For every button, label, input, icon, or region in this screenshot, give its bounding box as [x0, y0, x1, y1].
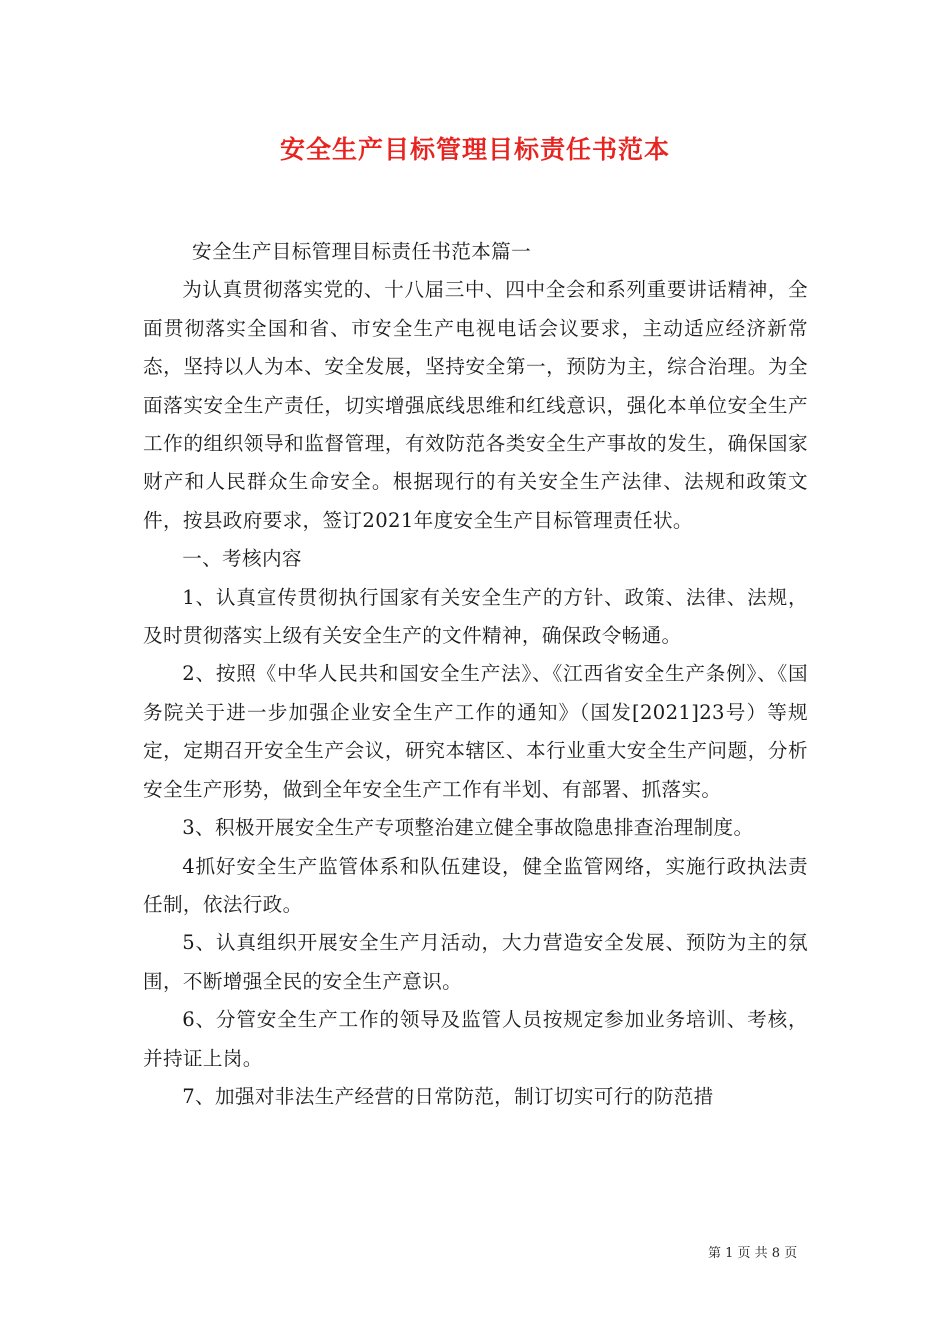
paragraph-intro: 为认真贯彻落实党的、十八届三中、四中全会和系列重要讲话精神，全面贯彻落实全国和省、市安全生产电视电话会议要求，主动适应经济新常态，坚持以人为本、安全发展，坚持安全第一，预防为主，综合治理。为全面落实安全生产责任，切实增强底线思维和红线意识，强化本单位安全生产工作的组织领导和监督管理，有效防范各类安全生产事故的发生，确保国家财产和人民群众生命安全。根据现行的有关安全生产法律、法规和政策文件，按县政府要求，签订2021年度安全生产目标管理责任状。: [143, 278, 808, 532]
document-body: [143, 233, 808, 1116]
page-number: 第 1 页 共 8 页: [708, 1246, 798, 1261]
paragraph-item-7: 7、加强对非法生产经营的日常防范，制订切实可行的防范措: [182, 1084, 714, 1108]
paragraph-item-6: 6、分管安全生产工作的领导及监管人员按规定参加业务培训、考核，并持证上岗。: [143, 1008, 808, 1070]
paragraph-item-1: 1、认真宣传贯彻执行国家有关安全生产的方针、政策、法律、法规，及时贯彻落实上级有关安全生产的文件精神，确保政令畅通。: [143, 585, 808, 648]
paragraph-item-4: 4抓好安全生产监管体系和队伍建设，健全监管网络，实施行政执法责任制，依法行政。: [143, 854, 808, 916]
paragraph-heading-assessment: 一、考核内容: [182, 547, 302, 571]
document-title: 安全生产目标管理目标责任书范本: [279, 135, 670, 164]
paragraph-item-5: 5、认真组织开展安全生产月活动，大力营造安全发展、预防为主的氛围，不断增强全民的安全生产意识。: [143, 931, 808, 993]
section-subtitle: 安全生产目标管理目标责任书范本篇一: [192, 240, 532, 263]
paragraph-item-3: 3、积极开展安全生产专项整治建立健全事故隐患排查治理制度。: [182, 816, 754, 840]
paragraph-item-2: 2、按照《中华人民共和国安全生产法》、《江西省安全生产条例》、《国务院关于进一步加强企业安全生产工作的通知》（国发[2021]23号）等规定，定期召开安全生产会议，研究本辖区、本行业重大安全生产问题，分析安全生产形势，做到全年安全生产工作有半划、有部署、抓落实。: [143, 662, 808, 801]
